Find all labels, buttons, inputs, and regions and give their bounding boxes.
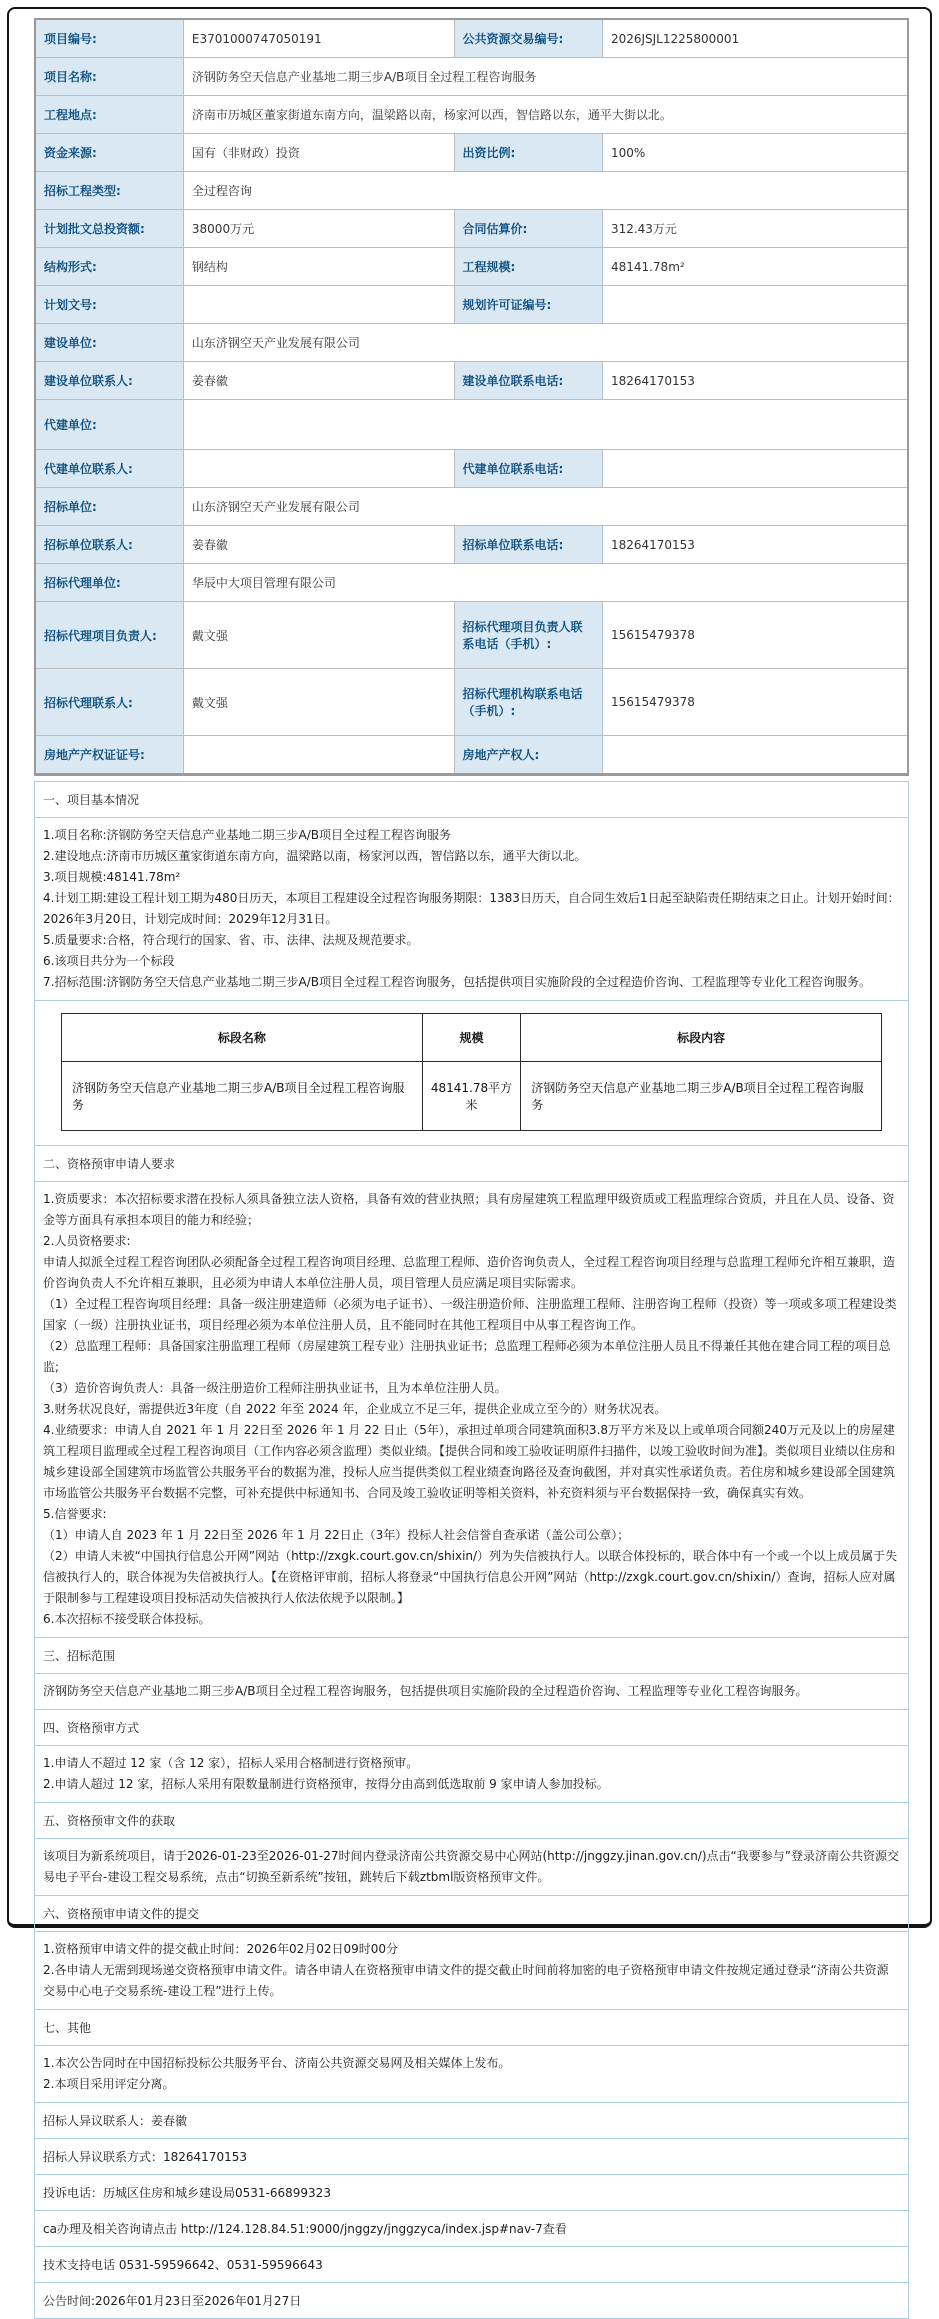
table-row [35, 96, 908, 134]
info-label: 招标代理联系人: [35, 669, 183, 736]
section-body-document-submission [34, 1932, 909, 2010]
text-line: 1.资格预审申请文件的提交截止时间：2026年02月02日09时00分 [43, 1942, 399, 1956]
info-value [183, 450, 454, 488]
info-label: 招标代理单位: [35, 564, 183, 602]
info-label: 招标工程类型: [35, 172, 183, 210]
info-value: 15615479378 [602, 669, 908, 736]
text-line: 2.建设地点:济南市历城区董家街道东南方向，温梁路以南，杨家河以西，智信路以东，通平大街以北。 [43, 849, 587, 863]
info-value: 312.43万元 [602, 210, 908, 248]
section-title-applicant-requirements: 二、资格预审申请人要求 [34, 1146, 909, 1182]
text-line: 2.各申请人无需到现场递交资格预审申请文件。请各申请人在资格预审申请文件的提交截止时间前将加密的电子资格预审申请文件按规定通过登录“济南公共资源交易中心电子交易系统-建设工程”进行上传。 [43, 1963, 889, 1998]
table-row [35, 526, 908, 564]
text-line: 7.招标范围:济钢防务空天信息产业基地二期三步A/B项目全过程工程咨询服务，包括提供项目实施阶段的全过程造价咨询、工程监理等专业化工程咨询服务。 [43, 975, 871, 989]
info-value: 2026JSJL1225800001 [602, 19, 908, 58]
info-value: 姜春徽 [183, 362, 454, 400]
info-label: 代建单位: [35, 400, 183, 450]
info-label: 建设单位联系人: [35, 362, 183, 400]
text-line: （3）造价咨询负责人：具备一级注册造价工程师注册执业证书，且为本单位注册人员。 [43, 1381, 507, 1395]
table-row [35, 564, 908, 602]
text-line: 1.申请人不超过 12 家（含 12 家），招标人采用合格制进行资格预审。 [43, 1756, 419, 1770]
table-row [35, 736, 908, 775]
info-value: 100% [602, 134, 908, 172]
table-row [35, 210, 908, 248]
tech-support-phone-row: 技术支持电话 0531-59596642、0531-59596643 [34, 2247, 909, 2283]
table-row [35, 248, 908, 286]
segment-name-cell: 济钢防务空天信息产业基地二期三步A/B项目全过程工程咨询服务 [62, 1062, 423, 1131]
text-line: 该项目为新系统项目，请于2026-01-23至2026-01-27时间内登录济南公共资源交易中心网站(http://jnggzy.jinan.gov.cn/)点击“我要参与”登录济南公共资源交易电子平台-建设工程交易系统，点击“切换至新系统”按钮，跳转后下载ztbml版资格预审文件。 [43, 1849, 899, 1884]
segment-content-header: 标段内容 [521, 1014, 882, 1062]
info-label: 公共资源交易编号: [454, 19, 602, 58]
text-line: 申请人拟派全过程工程咨询团队必须配备全过程工程咨询项目经理、总监理工程师、造价咨询负责人，全过程工程咨询项目经理与总监理工程师允许相互兼职，造价咨询负责人不允许相互兼职，且必须为申请人本单位注册人员，项目管理人员应满足项目实际需求。 [43, 1255, 896, 1290]
text-line: 2.本项目采用评定分离。 [43, 2077, 175, 2091]
segment-content-cell: 济钢防务空天信息产业基地二期三步A/B项目全过程工程咨询服务 [521, 1062, 882, 1131]
info-value [183, 400, 908, 450]
info-label: 项目编号: [35, 19, 183, 58]
info-label: 结构形式: [35, 248, 183, 286]
info-value [602, 450, 908, 488]
table-row [35, 58, 908, 96]
table-row [35, 669, 908, 736]
info-value: 戴文强 [183, 602, 454, 669]
section-title-document-submission: 六、资格预审申请文件的提交 [34, 1896, 909, 1932]
info-label: 合同估算价: [454, 210, 602, 248]
section-title-bid-scope: 三、招标范围 [34, 1638, 909, 1674]
info-value: 济南市历城区董家街道东南方向，温梁路以南，杨家河以西，智信路以东，通平大街以北。 [183, 96, 908, 134]
section-body-applicant-requirements [34, 1182, 909, 1638]
section-title-others: 七、其他 [34, 2010, 909, 2046]
info-label: 工程地点: [35, 96, 183, 134]
text-line: 2.人员资格要求: [43, 1234, 131, 1248]
segment-scale-cell: 48141.78平方米 [422, 1062, 520, 1131]
text-line: 4.业绩要求：申请人自 2021 年 1 月 22日至 2026 年 1 月 22 日止（5年），承担过单项合同建筑面积3.8万平方米及以上或单项合同额240万元及以上的房屋建筑工程项目监理或全过程工程咨询项目（工作内容必须含监理）类似业绩。【提供合同和竣工验收证明原件扫描件，以竣工验收时间为准】。类似项目业绩以住房和城乡建设部全国建筑市场监管公共服务平台的数据为准，投标人应当提供类似工程业绩查询路径及查询截图，并对真实性承诺负责。若住房和城乡建设部全国建筑市场监管公共服务平台数据不完整，可补充提供中标通知书、合同及竣工验收证明等相关资料，补充资料须与平台数据保持一致，确保真实有效。 [43, 1423, 896, 1500]
info-label: 计划批文总投资额: [35, 210, 183, 248]
section-title-document-acquisition: 五、资格预审文件的获取 [34, 1803, 909, 1839]
info-value: 48141.78m² [602, 248, 908, 286]
segment-name-header: 标段名称 [62, 1014, 423, 1062]
text-line: （2）申请人未被“中国执行信息公开网”网站（http://zxgk.court.gov.cn/shixin/）列为失信被执行人。以联合体投标的，联合体中有一个或一个以上成员属于失信被执行人的，联合体视为失信被执行人。【在资格评审前，招标人将登录“中国执行信息公开网”网站（http://zxgk.court.gov.cn/shixin/）查询，招标人应对属于限制参与工程建设项目投标活动失信被执行人依法依规予以限制。】 [43, 1549, 898, 1605]
info-value: 38000万元 [183, 210, 454, 248]
table-row [35, 362, 908, 400]
info-value [602, 286, 908, 324]
ca-consult-link-row[interactable]: ca办理及相关咨询请点击 http://124.128.84.51:9000/jnggzy/jnggzyca/index.jsp#nav-7查看 [34, 2211, 909, 2247]
info-label: 招标单位联系人: [35, 526, 183, 564]
text-line: 5.信誉要求: [43, 1507, 107, 1521]
text-line: （2）总监理工程师：具备国家注册监理工程师（房屋建筑工程专业）注册执业证书；总监理工程师必须为本单位注册人员且不得兼任其他在建合同工程的项目总监; [43, 1339, 891, 1374]
info-label: 建设单位联系电话: [454, 362, 602, 400]
text-line: 5.质量要求:合格，符合现行的国家、省、市、法律、法规及规范要求。 [43, 933, 419, 947]
info-label: 项目名称: [35, 58, 183, 96]
info-label: 招标单位: [35, 488, 183, 526]
info-label: 招标单位联系电话: [454, 526, 602, 564]
announcement-sections [34, 781, 909, 2319]
objection-phone-row: 招标人异议联系方式：18264170153 [34, 2139, 909, 2175]
info-value [602, 736, 908, 775]
info-label: 规划许可证编号: [454, 286, 602, 324]
segment-table [61, 1013, 882, 1131]
info-value: 济钢防务空天信息产业基地二期三步A/B项目全过程工程咨询服务 [183, 58, 908, 96]
text-line: 1.项目名称:济钢防务空天信息产业基地二期三步A/B项目全过程工程咨询服务 [43, 828, 451, 842]
info-value: 18264170153 [602, 526, 908, 564]
info-value: 15615479378 [602, 602, 908, 669]
text-line: 3.项目规模:48141.78m² [43, 870, 181, 884]
table-row [35, 134, 908, 172]
info-value: 戴文强 [183, 669, 454, 736]
section-title-basic-info: 一、项目基本情况 [34, 782, 909, 818]
table-row [35, 19, 908, 58]
text-line: 6.该项目共分为一个标段 [43, 954, 175, 968]
info-label: 房地产产权证证号: [35, 736, 183, 775]
table-row [35, 450, 908, 488]
complaint-phone-row: 投诉电话：历城区住房和城乡建设局0531-66899323 [34, 2175, 909, 2211]
table-row [35, 324, 908, 362]
info-value: E3701000747050191 [183, 19, 454, 58]
table-row [35, 488, 908, 526]
table-header-row [62, 1014, 882, 1062]
info-label: 招标代理机构联系电话（手机）: [454, 669, 602, 736]
segment-scale-header: 规模 [422, 1014, 520, 1062]
text-line: 济钢防务空天信息产业基地二期三步A/B项目全过程工程咨询服务，包括提供项目实施阶段的全过程造价咨询、工程监理等专业化工程咨询服务。 [43, 1684, 808, 1698]
info-value [183, 736, 454, 775]
text-line: 2.申请人超过 12 家，招标人采用有限数量制进行资格预审，按得分由高到低选取前 9 家申请人参加投标。 [43, 1777, 609, 1791]
info-label: 建设单位: [35, 324, 183, 362]
info-value: 全过程咨询 [183, 172, 908, 210]
info-label: 房地产产权人: [454, 736, 602, 775]
section-body-bid-scope [34, 1674, 909, 1710]
info-value [183, 286, 454, 324]
info-label: 资金来源: [35, 134, 183, 172]
text-line: 6.本次招标不接受联合体投标。 [43, 1612, 211, 1626]
text-line: 1.资质要求：本次招标要求潜在投标人须具备独立法人资格，具备有效的营业执照；具有房屋建筑工程监理甲级资质或工程监理综合资质，并且在人员、设备、资金等方面具有承担本项目的能力和经验； [43, 1192, 895, 1227]
info-value: 18264170153 [602, 362, 908, 400]
announcement-period-row: 公告时间:2026年01月23日至2026年01月27日 [34, 2283, 909, 2319]
info-value: 国有（非财政）投资 [183, 134, 454, 172]
table-row [35, 400, 908, 450]
info-value: 姜春徽 [183, 526, 454, 564]
info-label: 出资比例: [454, 134, 602, 172]
section-body-document-acquisition [34, 1839, 909, 1896]
section-title-prequalification-method: 四、资格预审方式 [34, 1710, 909, 1746]
segment-table-row [34, 1001, 909, 1146]
table-row [35, 172, 908, 210]
table-row [35, 286, 908, 324]
info-label: 工程规模: [454, 248, 602, 286]
text-line: （1）申请人自 2023 年 1 月 22日至 2026 年 1 月 22日止（3年）投标人社会信誉自查承诺（盖公司公章）； [43, 1528, 630, 1542]
table-row [62, 1062, 882, 1131]
info-label: 计划文号: [35, 286, 183, 324]
text-line: （1）全过程工程咨询项目经理：具备一级注册建造师（必须为电子证书）、一级注册造价师、注册监理工程师、注册咨询工程师（投资）等一项或多项工程建设类国家（一级）注册执业证书，项目经理必须为本单位注册人员，且不能同时在其他工程项目中从事工程咨询工作。 [43, 1297, 897, 1332]
section-body-others [34, 2046, 909, 2103]
text-line: 1.本次公告同时在中国招标投标公共服务平台、济南公共资源交易网及相关媒体上发布。 [43, 2056, 511, 2070]
info-label: 招标代理项目负责人: [35, 602, 183, 669]
info-label: 代建单位联系电话: [454, 450, 602, 488]
text-line: 4.计划工期:建设工程计划工期为480日历天，本项目工程建设全过程咨询服务期限：1383日历天，自合同生效后1日起至缺陷责任期结束之日止。计划开始时间：2026年3月20日，计划完成时间：2029年12月31日。 [43, 891, 900, 926]
info-label: 招标代理项目负责人联系电话（手机）: [454, 602, 602, 669]
section-body-basic-info [34, 818, 909, 1001]
table-row [35, 602, 908, 669]
info-value: 钢结构 [183, 248, 454, 286]
project-info-table [34, 18, 909, 776]
text-line: 3.财务状况良好，需提供近3年度（自 2022 年至 2024 年，企业成立不足三年，提供企业成立至今的）财务状况表。 [43, 1402, 667, 1416]
objection-contact-row: 招标人异议联系人：姜春徽 [34, 2103, 909, 2139]
info-value: 山东济钢空天产业发展有限公司 [183, 324, 908, 362]
info-value: 华辰中大项目管理有限公司 [183, 564, 908, 602]
info-label: 代建单位联系人: [35, 450, 183, 488]
info-value: 山东济钢空天产业发展有限公司 [183, 488, 908, 526]
section-body-prequalification-method [34, 1746, 909, 1803]
